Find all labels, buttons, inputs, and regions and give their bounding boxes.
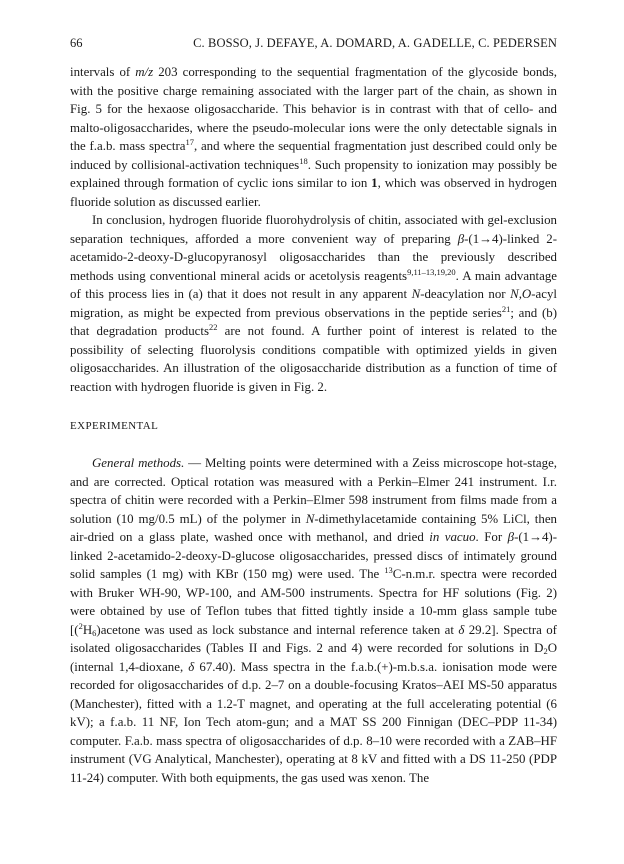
reference-18: 18 bbox=[299, 155, 308, 166]
run-in-heading: General methods. bbox=[92, 456, 185, 470]
paragraph-conclusion: In conclusion, hydrogen fluoride fluorohydrolysis of chitin, associated with gel-exclusion separation techniques, afforded a more convenient way of preparing β-(1→4)-linked 2-acetamido-2-deoxy-D-glucopyranosyl oligosaccharides than the previously described methods using conventional mineral acids or acetolysis reagents$^{9,11-13,19,20}$. A main advantage of this process lies in (a) that it does not result in any apparent N-deacylation nor N,O-acyl migration, as might be expected from previous observations in the peptide series$^{21}$; and (b) that degradation products$^{22}$ are not found. A further point of interest is related to the possibility of selecting fluorolysis conditions compatible with optimized yields in given oligosaccharides. An illustration of the oligosaccharide distribution as a function of time of reaction with hydrogen fluoride is given in Fig. 2. bbox=[70, 213, 557, 394]
reference-22: 22 bbox=[208, 322, 218, 332]
paragraph-fragmentation: intervals of m/z 203 corresponding to the sequential fragmentation of the glycoside bonds, with the positive charge remaining associated with the larger part of the chain, as shown in Fig. 5 for the hexaose oligosaccharide. This behavior is in contrast with that of cello- and malto-oligosaccharides, where the pseudo-molecular ions were the only detectable signals in the f.a.b. mass spectra$^{17}$, and where the sequential fragmentation just described could only be induced by collisional-activation techniques$^{18}$. Such propensity to ionization may possibly be explained through formation of cyclic ions similar to ion 1, which was observed in hydrogen fluoride solution as discussed earlier. bbox=[70, 65, 558, 209]
paragraph-general-methods: General methods. — Melting points were determined with a Zeiss microscope hot-stage, and are corrected. Optical rotation was measured with a Perkin–Elmer 241 instrument. I.r. spectra of chitin were recorded with a Perkin–Elmer 598 instrument from films made from a solution (10 mg/0.5 mL) of the polymer in N-dimethylacetamide containing 5% LiCl, then air-dried on a glass plate, washed once with methanol, and dried in vacuo. For β-(1→4)-linked 2-acetamido-2-deoxy-D-glucose oligosaccharides, pressed discs of intimately ground solid samples (1 mg) with KBr (150 mg) were used. The $^{13}$C-n.m.r. spectra were recorded with Bruker WH-90, WP-100, and AM-500 instruments. Spectra for HF solutions (Fig. 2) were obtained by use of Teflon tubes that fitted tightly inside a 10-mm glass sample tube [$(^2H_6)acetone$ was used as lock substance and internal reference taken at δ 29.2]. Spectra of isolated oligosaccharides (Tables II and Figs. 2 and 4) were recorded for solutions in $D_2O$ (internal 1,4-dioxane, δ 67.40). Mass spectra in the f.a.b.(+)-m.b.s.a. ionisation mode were recorded for oligosaccharides of d.p. 2–7 on a double-focusing Kratos–AEI MS-50 apparatus (Manchester), fitted with a 1.2-T magnet, and operating at the full accelerating potential (6 kV); a f.a.b. 11 NF, Ion Tech atom-gun; and a MAT SS 200 Finnigan (DEC–PDP 11-34) computer. F.a.b. mass spectra of oligosaccharides of d.p. 8–10 were recorded with a ZAB–HF instrument (VG Analytical, Manchester), operating at 8 kV and fitted with a DS 11-250 (PDP 11-24) computer. With both equipments, the gas used was xenon. The bbox=[70, 456, 558, 785]
page-number: 66 bbox=[70, 36, 83, 50]
running-head-authors: C. BOSSO, J. DEFAYE, A. DOMARD, A. GADELLE, C. PEDERSEN bbox=[193, 36, 557, 50]
reference-17: 17 bbox=[185, 137, 194, 147]
page-header bbox=[70, 34, 557, 52]
reference-9-20: 9,11–13,19,20 bbox=[407, 266, 456, 277]
section-heading-experimental: EXPERIMENTAL bbox=[70, 420, 159, 432]
ion-label: 1 bbox=[371, 176, 378, 190]
body-text bbox=[70, 63, 557, 787]
reference-21: 21 bbox=[501, 303, 511, 314]
